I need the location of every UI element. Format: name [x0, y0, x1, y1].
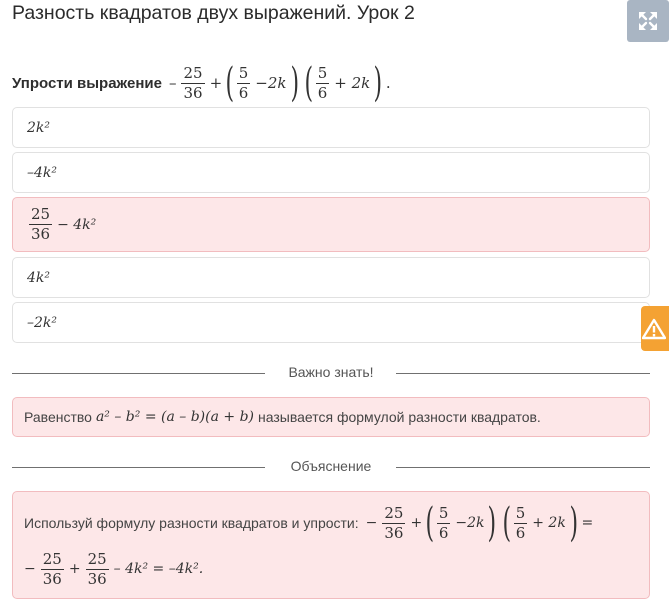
- answer-option[interactable]: 2k²: [12, 107, 650, 148]
- page-title: Разность квадратов двух выражений. Урок 2: [12, 2, 415, 24]
- explanation-line-2: − $\frac{25}{36}$ + $\frac{25}{36}$ – 4k² = –4k².: [24, 549, 204, 588]
- fraction: $\frac{5}{6}$: [438, 503, 449, 542]
- fraction: $\frac{25}{36}$: [31, 205, 51, 243]
- answer-option[interactable]: –2k²: [12, 302, 650, 343]
- expand-arrows-icon: [637, 10, 659, 32]
- fraction: $\frac{5}{6}$: [515, 503, 526, 542]
- fraction: $\frac{5}{6}$: [317, 63, 328, 102]
- fraction: $\frac{25}{36}$: [87, 549, 107, 588]
- explanation-box: [12, 491, 650, 599]
- important-heading: Важно знать!: [288, 364, 374, 380]
- question-label: Упрости выражение: [12, 74, 162, 92]
- important-box: Равенство a² – b² = (a – b)(a + b) называется формулой разности квадратов.: [12, 397, 650, 437]
- expand-button[interactable]: [627, 0, 669, 42]
- fraction: $\frac{25}{36}$: [42, 549, 62, 588]
- question: [12, 58, 394, 108]
- fraction: $\frac{5}{6}$: [238, 63, 249, 102]
- warning-triangle-icon: [642, 318, 666, 340]
- question-expression: – $\frac{25}{36}$ + ( $\frac{5}{6}$ −2k ) ( $\frac{5}{6}$ + 2k ) .: [168, 60, 391, 106]
- answer-option[interactable]: 4k²: [12, 257, 650, 298]
- answer-option[interactable]: –4k²: [12, 152, 650, 193]
- report-error-button[interactable]: [641, 306, 669, 351]
- explanation-heading: Объяснение: [290, 458, 372, 474]
- formula: a² – b² = (a – b)(a + b): [95, 409, 254, 425]
- explanation-line-1: Используй формулу разности квадратов и упрости: − $\frac{25}{36}$ + ( $\frac{5}{6}$ −2k ) ( $\frac{5}{6}$ + 2k ) =: [24, 500, 594, 546]
- explanation-divider: [12, 458, 650, 478]
- fraction: $\frac{25}{36}$: [384, 503, 404, 542]
- fraction: $\frac{25}{36}$: [183, 63, 203, 102]
- important-divider: [12, 364, 650, 384]
- answer-option-selected-wrong[interactable]: $\frac{25}{36}$ − 4k²: [12, 197, 650, 252]
